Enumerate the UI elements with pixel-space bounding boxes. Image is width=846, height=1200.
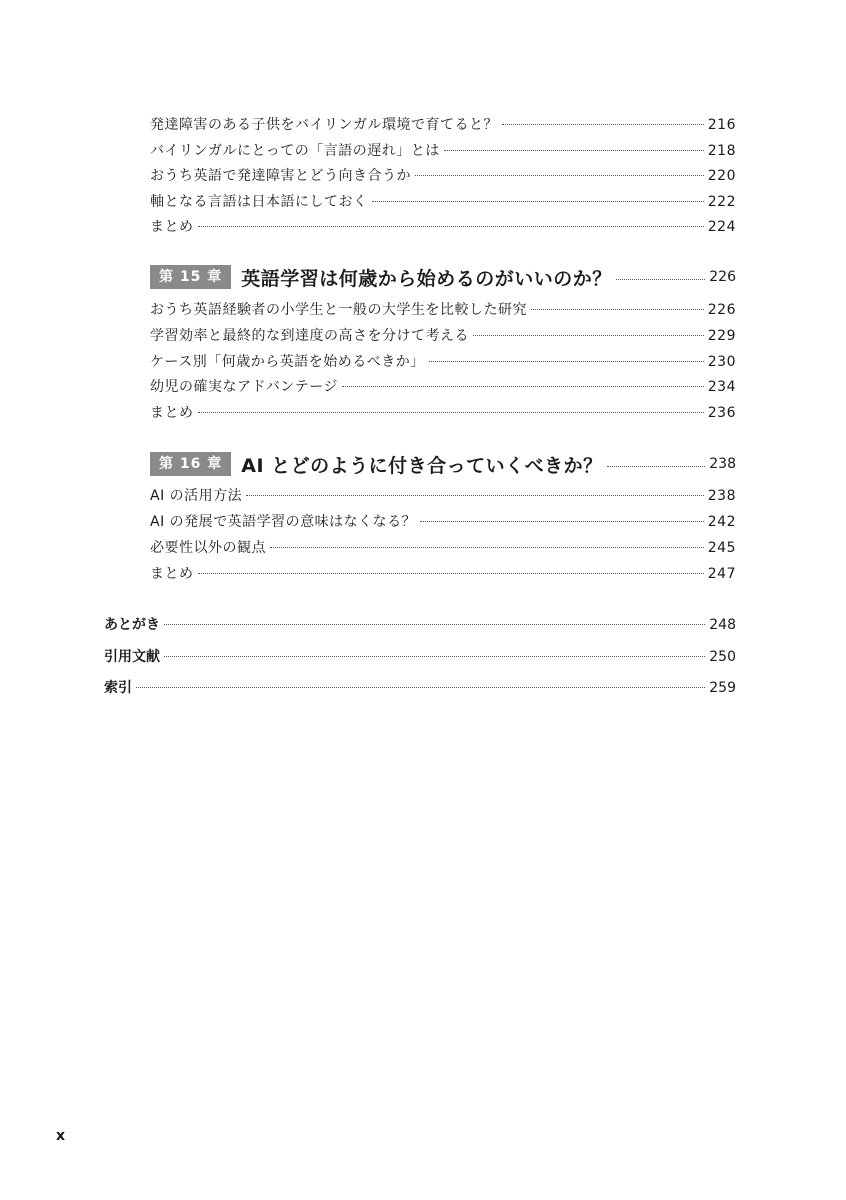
dot-leader <box>164 656 705 657</box>
dot-leader <box>164 624 705 625</box>
toc-entry[interactable] <box>150 537 736 557</box>
toc-entry-title: まとめ <box>150 219 194 235</box>
toc-entry[interactable] <box>150 299 736 319</box>
toc-entry[interactable] <box>150 402 736 422</box>
toc-entry-page: 220 <box>707 168 736 184</box>
toc-entry-page: 248 <box>709 617 736 633</box>
dot-leader <box>444 150 704 151</box>
dot-leader <box>473 335 704 336</box>
toc-entry-page: 250 <box>709 649 736 665</box>
toc-entry[interactable] <box>150 485 736 505</box>
dot-leader <box>198 226 704 227</box>
dot-leader <box>198 412 704 413</box>
toc-entry-page: 242 <box>707 514 736 530</box>
chapter-page: 226 <box>709 269 736 285</box>
toc-back-matter-entry[interactable] <box>104 614 736 634</box>
toc-entry[interactable] <box>150 511 736 531</box>
page-folio: x <box>56 1128 66 1144</box>
dot-leader <box>415 175 704 176</box>
toc-entry[interactable] <box>150 191 736 211</box>
toc-back-matter-entry[interactable] <box>104 677 736 697</box>
dot-leader <box>372 201 704 202</box>
toc-entry-title: 発達障害のある子供をバイリンガル環境で育てると？ <box>150 117 498 133</box>
dot-leader <box>136 687 705 688</box>
toc-entry[interactable] <box>150 165 736 185</box>
toc-entry-page: 236 <box>707 405 736 421</box>
dot-leader <box>198 573 704 574</box>
dot-leader <box>429 361 704 362</box>
toc-entry-title: 引用文献 <box>104 649 160 665</box>
toc-entry-title: おうち英語で発達障害とどう向き合うか <box>150 168 411 184</box>
chapter-number-badge: 第 16 章 <box>150 452 231 476</box>
chapter-page: 238 <box>709 456 736 472</box>
toc-entry-page: 259 <box>709 680 736 696</box>
chapter-title: 英語学習は何歳から始めるのがいいのか？ <box>241 267 612 290</box>
dot-leader <box>607 466 706 467</box>
toc-entry-title: バイリンガルにとっての「言語の遅れ」とは <box>150 143 440 159</box>
toc-entry[interactable] <box>150 140 736 160</box>
toc-entry-title: あとがき <box>104 617 160 633</box>
toc-entry-title: まとめ <box>150 405 194 421</box>
toc-entry-page: 226 <box>707 302 736 318</box>
toc-entry-title: ケース別「何歳から英語を始めるべきか」 <box>150 354 425 370</box>
toc-entry[interactable] <box>150 351 736 371</box>
toc-entry-page: 218 <box>707 143 736 159</box>
toc-entry-page: 230 <box>707 354 736 370</box>
chapter-heading[interactable] <box>150 264 736 290</box>
toc-entry-page: 238 <box>707 488 736 504</box>
toc-entry-page: 216 <box>707 117 736 133</box>
toc-entry-page: 229 <box>707 328 736 344</box>
dot-leader <box>270 547 704 548</box>
toc-entry[interactable] <box>150 216 736 236</box>
toc-entry-title: 幼児の確実なアドバンテージ <box>150 379 338 395</box>
toc-entry[interactable] <box>150 376 736 396</box>
toc-entry[interactable] <box>150 114 736 134</box>
toc-entry-title: AI の活用方法 <box>150 488 243 504</box>
toc-back-matter-entry[interactable] <box>104 646 736 666</box>
toc-entry-title: おうち英語経験者の小学生と一般の大学生を比較した研究 <box>150 302 527 318</box>
toc-entry-title: まとめ <box>150 566 194 582</box>
dot-leader <box>616 279 706 280</box>
toc-entry-page: 247 <box>707 566 736 582</box>
toc-entry-page: 245 <box>707 540 736 556</box>
toc-entry-title: 学習効率と最終的な到達度の高さを分けて考える <box>150 328 469 344</box>
toc-entry-title: 必要性以外の観点 <box>150 540 266 556</box>
dot-leader <box>420 521 704 522</box>
chapter-number-badge: 第 15 章 <box>150 265 231 289</box>
toc-entry-title: 軸となる言語は日本語にしておく <box>150 194 368 210</box>
toc-entry-page: 234 <box>707 379 736 395</box>
chapter-heading[interactable] <box>150 451 736 477</box>
chapter-title: AI とどのように付き合っていくべきか？ <box>241 454 603 477</box>
toc-entry-title: 索引 <box>104 680 132 696</box>
toc-entry-page: 224 <box>707 219 736 235</box>
dot-leader <box>342 386 704 387</box>
toc-entry-title: AI の発展で英語学習の意味はなくなる？ <box>150 514 417 530</box>
dot-leader <box>246 495 704 496</box>
dot-leader <box>502 124 704 125</box>
dot-leader <box>531 309 704 310</box>
toc-entry[interactable] <box>150 563 736 583</box>
toc-entry-page: 222 <box>707 194 736 210</box>
toc-entry[interactable] <box>150 325 736 345</box>
